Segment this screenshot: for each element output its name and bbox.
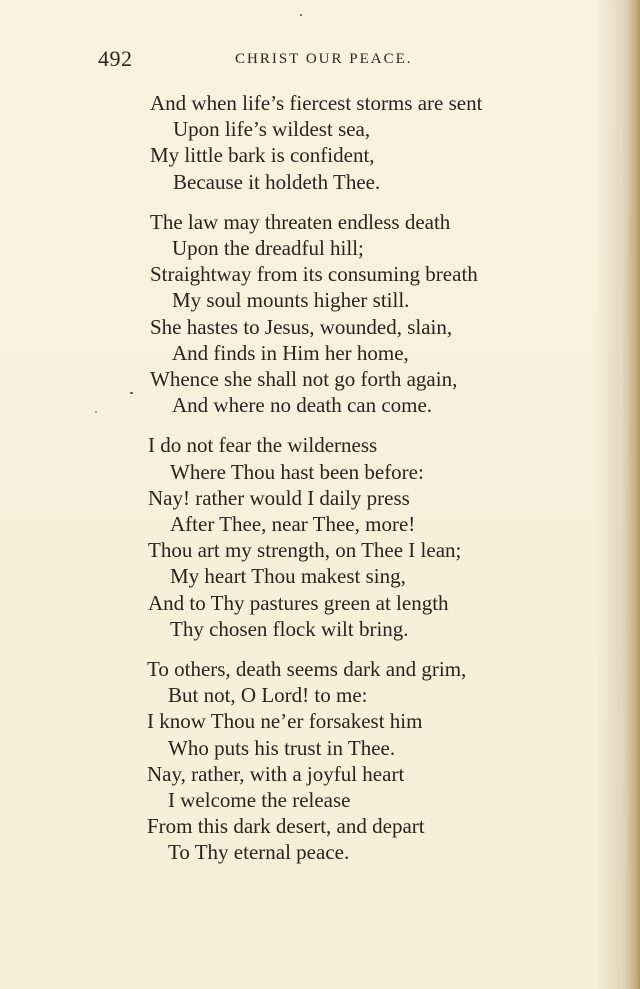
poem-line: And where no death can come. [172, 393, 433, 418]
poem-line: My heart Thou makest sing, [170, 564, 406, 589]
poem-line: To Thy eternal peace. [168, 840, 350, 865]
poem-line: Who puts his trust in Thee. [168, 735, 396, 760]
poem-line: I welcome the release [168, 788, 351, 813]
poem-line: She hastes to Jesus, wounded, slain, [150, 314, 453, 339]
page-number: 492 [98, 46, 133, 71]
poem-line: The law may threaten endless death [150, 209, 451, 234]
poem-line: Because it holdeth Thee. [173, 169, 381, 194]
poem-line: And to Thy pastures green at length [148, 590, 449, 615]
print-speck [130, 392, 133, 394]
poem-line: Where Thou hast been before: [170, 459, 424, 484]
stanza-3 [0, 432, 640, 642]
running-head: CHRIST OUR PEACE. [235, 51, 413, 67]
stanza-1 [0, 90, 640, 195]
poem-line: I do not fear the wilderness [148, 433, 378, 458]
poem-line: Thy chosen flock wilt bring. [170, 616, 409, 641]
poem-line: Straightway from its consuming breath [150, 262, 478, 287]
poem [0, 90, 640, 866]
poem-line: I know Thou ne’er forsakest him [147, 709, 423, 734]
poem-line: Nay, rather, with a joyful heart [147, 761, 405, 786]
poem-line: Upon life’s wildest sea, [173, 117, 371, 142]
poem-line: My little bark is confident, [150, 143, 375, 168]
page-header [0, 46, 640, 74]
stanza-2 [0, 209, 640, 419]
poem-line: Upon the dreadful hill; [172, 236, 364, 261]
poem-line: From this dark desert, and depart [147, 814, 425, 839]
poem-line: After Thee, near Thee, more! [170, 512, 416, 537]
poem-line: To others, death seems dark and grim, [147, 657, 467, 682]
poem-line: My soul mounts higher still. [172, 288, 410, 313]
poem-line: But not, O Lord! to me: [168, 683, 368, 708]
poem-line: And finds in Him her home, [172, 340, 409, 365]
poem-line: Nay! rather would I daily press [148, 485, 410, 510]
poem-line: Whence she shall not go forth again, [150, 367, 458, 392]
print-speck [95, 411, 97, 413]
poem-line: Thou art my strength, on Thee I lean; [148, 538, 462, 563]
stanza-4 [0, 656, 640, 866]
poem-line: And when life’s fiercest storms are sent [150, 91, 483, 115]
print-speck [300, 14, 302, 16]
